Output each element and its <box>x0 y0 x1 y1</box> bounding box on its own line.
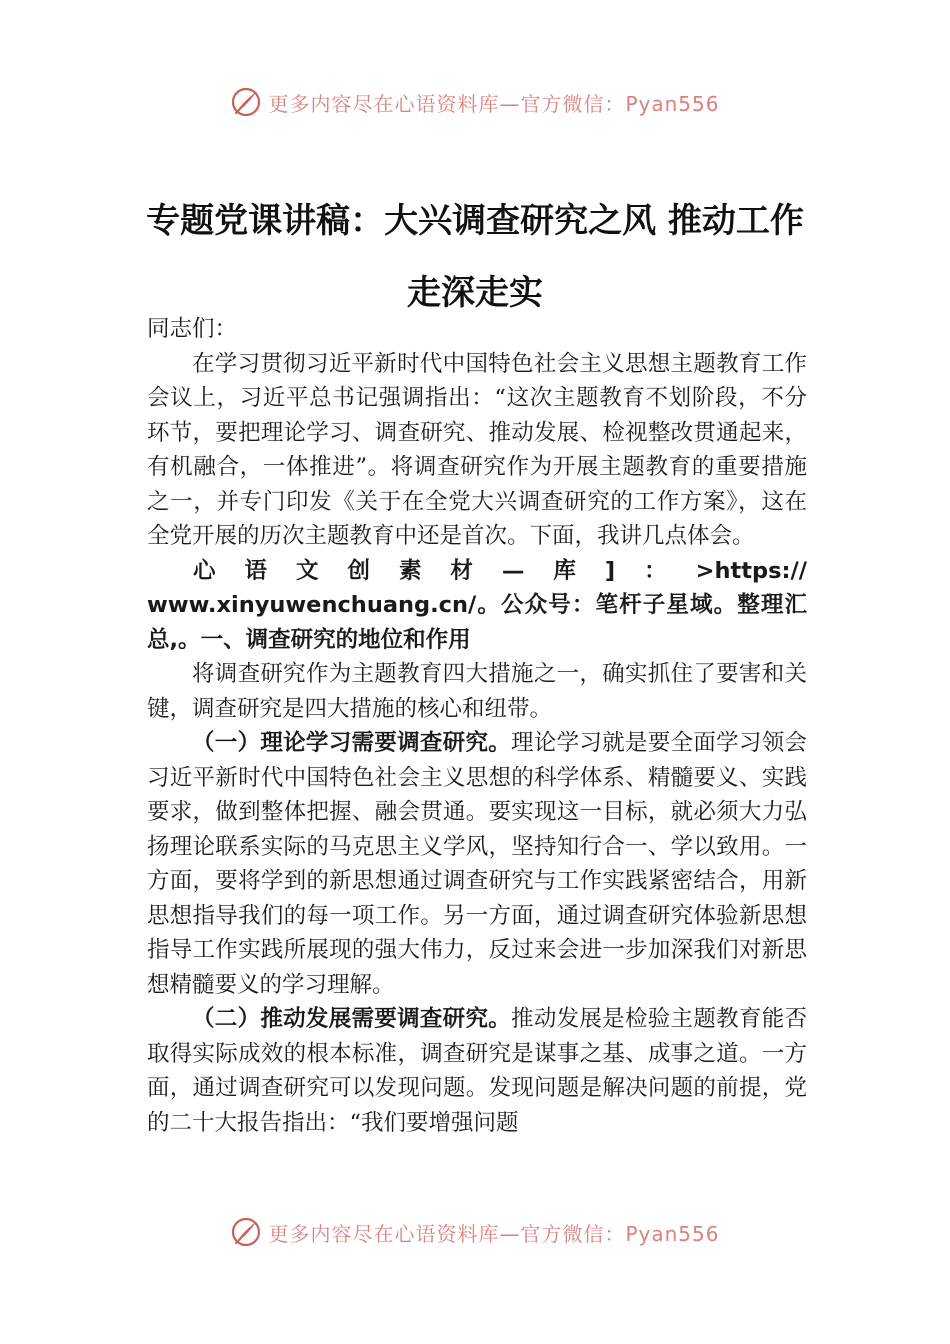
promo-char: — <box>501 557 525 584</box>
paragraph-sub2 <box>147 1002 807 1140</box>
sub1-text: 理论学习就是要全面学习领会习近平新时代中国特色社会主义思想的科学体系、精髓要义、实践要求，做到整体把握、融会贯通。要实现这一目标，就必须大力弘扬理论联系实际的马克思主义学风，坚持知行合一、学以致用。一方面，要将学到的新思想通过调查研究与工作实践紧密结合，用新思想指导我们的每一项工作。另一方面，通过调查研究体验新思想指导工作实践所展现的强大伟力，反过来会进一步加深我们对新思想精髓要义的学习理解。 <box>147 730 807 998</box>
sub2-text: 推动发展是检验主题教育能否取得实际成效的根本标准，调查研究是谋事之基、成事之道。一方面，通过调查研究可以发现问题。发现问题是解决问题的前提，党的二十大报告指出：“我们要增强问题 <box>147 1006 807 1136</box>
sub-heading-2: （二）推动发展需要调查研究。 <box>192 1006 512 1032</box>
quill-logo-icon <box>230 1216 262 1246</box>
promo-url-start: >https:// <box>695 557 807 584</box>
promo-char: 文 <box>295 557 319 584</box>
header-watermark <box>0 82 950 122</box>
promo-char: 心 <box>193 557 216 584</box>
promo-rest-text: www.xinyuwenchuang.cn/。公众号：笔杆子星域。整理汇总,。 <box>147 592 807 653</box>
promo-line-first <box>147 554 807 589</box>
promo-line-rest <box>147 588 807 657</box>
header-watermark-text: 更多内容尽在心语资料库—官方微信：Pyan556 <box>268 91 720 116</box>
promo-char: ] <box>604 557 616 584</box>
promo-char: 素 <box>398 557 422 584</box>
document-body <box>147 312 807 1140</box>
promo-char: 材 <box>450 557 473 584</box>
paragraph-sub1 <box>147 726 807 1002</box>
salutation: 同志们： <box>147 316 238 342</box>
quill-logo-icon <box>230 86 262 118</box>
promo-char: 库 <box>553 557 576 584</box>
footer-watermark <box>0 1206 950 1246</box>
paragraph-intro: 在学习贯彻习近平新时代中国特色社会主义思想主题教育工作会议上，习近平总书记强调指出：“这次主题教育不划阶段，不分环节，要把理论学习、调查研究、推动发展、检视整改贯通起来，有机融合，一体推进”。将调查研究作为开展主题教育的重要措施之一，并专门印发《关于在全党大兴调查研究的工作方案》，这在全党开展的历次主题教育中还是首次。下面，我讲几点体会。 <box>147 350 807 549</box>
paragraph-section1: 将调查研究作为主题教育四大措施之一，确实抓住了要害和关键，调查研究是四大措施的核心和纽带。 <box>147 661 807 722</box>
sub-heading-1: （一）理论学习需要调查研究。 <box>192 730 512 756</box>
promo-char: 语 <box>244 557 267 584</box>
document-title: 专题党课讲稿：大兴调查研究之风 推动工作走深走实 <box>146 201 804 313</box>
promo-char: ： <box>644 557 667 584</box>
section-heading-1: 一、调查研究的地位和作用 <box>200 626 471 653</box>
promo-char: 创 <box>347 557 370 584</box>
footer-watermark-text: 更多内容尽在心语资料库—官方微信：Pyan556 <box>268 1221 720 1246</box>
